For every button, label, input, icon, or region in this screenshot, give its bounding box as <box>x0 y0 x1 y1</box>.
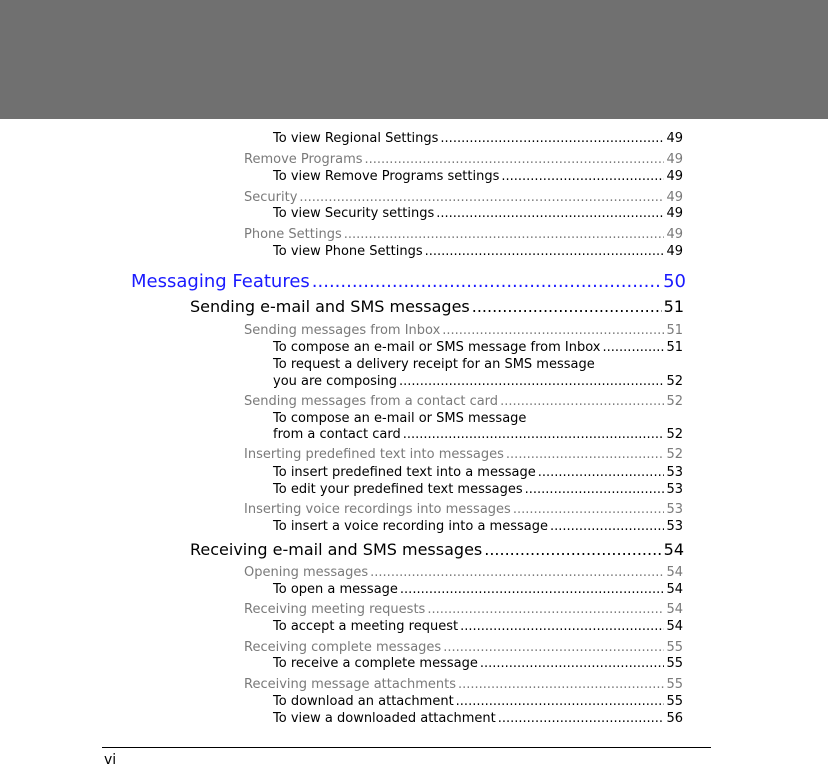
toc-entry[interactable]: To accept a meeting request ..... 54 <box>273 619 683 634</box>
toc-entry[interactable]: Sending messages from Inbox ..... 51 <box>244 323 683 338</box>
toc-entry[interactable]: To view a downloaded attachment ..... 56 <box>273 711 683 726</box>
toc-entry[interactable]: Phone Settings ..... 49 <box>244 227 683 242</box>
toc-chapter[interactable]: Receiving e-mail and SMS messages ..... 54 <box>190 540 684 559</box>
footer-rule <box>102 747 711 748</box>
toc-entry[interactable]: Remove Programs ..... 49 <box>244 152 683 167</box>
toc-entry[interactable]: To view Remove Programs settings ..... 49 <box>273 169 683 184</box>
toc-entry[interactable]: Receiving complete messages ..... 55 <box>244 640 683 655</box>
toc-entry[interactable]: To view Regional Settings ..... 49 <box>273 131 683 146</box>
toc-entry[interactable]: Receiving meeting requests ..... 54 <box>244 602 683 617</box>
toc-entry[interactable]: To view Phone Settings ..... 49 <box>273 244 683 259</box>
toc-entry[interactable]: To open a message ..... 54 <box>273 582 683 597</box>
toc-entry[interactable]: To compose an e-mail or SMS message from Inbox ..... 51 <box>273 340 683 355</box>
toc-entry[interactable]: To download an attachment ..... 55 <box>273 694 683 709</box>
toc-entry[interactable]: To insert a voice recording into a message ..... 53 <box>273 519 683 534</box>
toc-chapter[interactable]: Sending e-mail and SMS messages ..... 51 <box>190 297 684 316</box>
toc-entry[interactable]: To edit your predefined text messages ..... 53 <box>273 482 683 497</box>
toc-entry-line: To compose an e-mail or SMS message <box>273 411 527 426</box>
toc-entry[interactable]: Receiving message attachments ..... 55 <box>244 677 683 692</box>
toc-entry[interactable]: Security ..... 49 <box>244 190 683 205</box>
toc-entry[interactable]: you are composing ..... 52 <box>273 374 683 389</box>
toc-entry[interactable]: from a contact card ..... 52 <box>273 427 683 442</box>
toc-entry[interactable]: Sending messages from a contact card ..... 52 <box>244 394 683 409</box>
toc-section[interactable]: Messaging Features ..... 50 <box>131 271 686 292</box>
toc-entry[interactable]: To view Security settings ..... 49 <box>273 206 683 221</box>
toc-entry[interactable]: Opening messages ..... 54 <box>244 565 683 580</box>
toc-entry[interactable]: To receive a complete message ..... 55 <box>273 656 683 671</box>
toc-entry-line: To request a delivery receipt for an SMS message <box>273 357 595 372</box>
page-number: vi <box>104 752 117 768</box>
toc-entry[interactable]: To insert predefined text into a message ..... 53 <box>273 465 683 480</box>
toc-entry[interactable]: Inserting voice recordings into messages ..... 53 <box>244 502 683 517</box>
toc-entry[interactable]: Inserting predefined text into messages ..... 52 <box>244 447 683 462</box>
